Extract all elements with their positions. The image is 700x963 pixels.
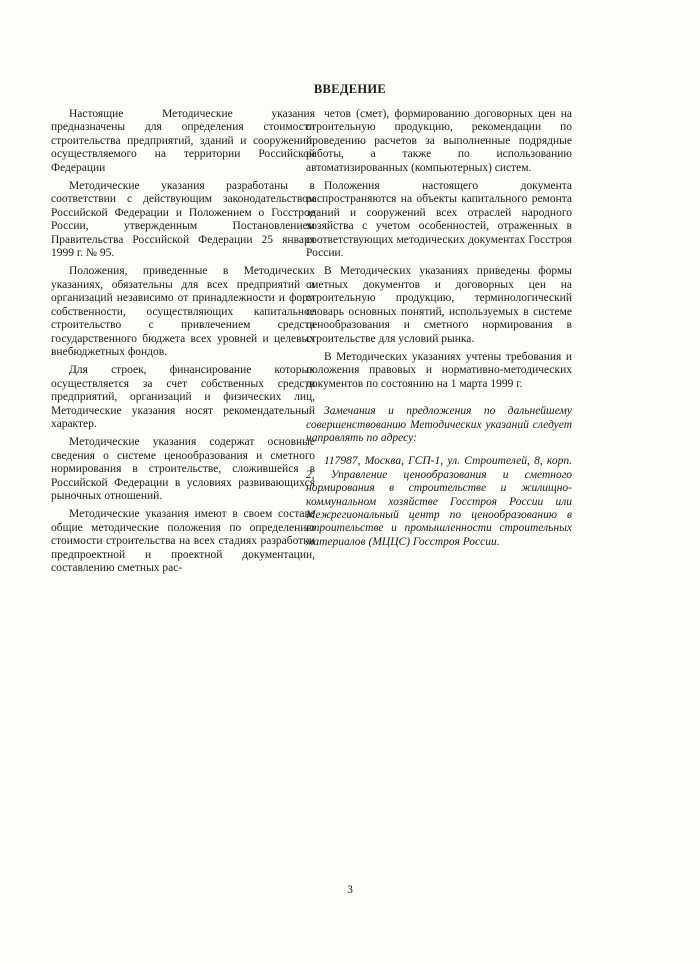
right-column <box>306 108 572 554</box>
paragraph: Настоящие Методические указания предназначены для определения стоимости строительства предприятий, зданий и сооружений, осуществляемого на территории Российской Федерации <box>51 108 315 174</box>
paragraph: Методические указания имеют в своем составе общие методические положения по определению стоимости строительства на всех стадиях разработки предпроектной и проектной документации, составлению сметных рас- <box>51 508 315 574</box>
left-column <box>51 108 315 580</box>
paragraph: четов (смет), формированию договорных цен на строительную продукцию, рекомендации по проведению расчетов за выполненные подрядные работы, а также по использованию автоматизированных (компьютерных) систем. <box>306 108 572 174</box>
page-title: ВВЕДЕНИЕ <box>313 82 387 96</box>
paragraph: Методические указания содержат основные сведения о системе ценообразования и сметного нормирования в строительстве, сложившейся в Российской Федерации в условиях развивающихся рыночных отношений. <box>51 436 315 502</box>
paragraph: В Методических указаниях учтены требования и положения правовых и нормативно-методических документов по состоянию на 1 марта 1999 г. <box>306 350 572 390</box>
paragraph: В Методических указаниях приведены формы сметных документов и договорных цен на строительную продукцию, терминологический словарь основных понятий, используемых в системе ценообразования и сметного нормирования в строительстве для условий рынка. <box>306 265 572 345</box>
paragraph: Методические указания разработаны в соответствии с действующим законодательством Российской Федерации и Положением о Госстрое России, утвержденным Постановлением Правительства Российской Федерации 25 января 1999 г. № 95. <box>51 180 315 260</box>
page-number: 3 <box>347 884 353 896</box>
paragraph: Положения, приведенные в Методических указаниях, обязательны для всех предприятий и организаций независимо от принадлежности и форм собственности, осуществляющих капитальное строительство с привлечением средств государственного бюджета всех уровней и целевых внебюджетных фондов. <box>51 265 315 358</box>
paragraph: Положения настоящего документа распространяются на объекты капитального ремонта зданий и сооружений всех отраслей народного хозяйства с учетом особенностей, отраженных в соответствующих методических документах Госстроя России. <box>306 180 572 260</box>
postal-address: 117987, Москва, ГСП-1, ул. Строителей, 8, корп. 2, Управление ценообразования и сметного нормирования в строительстве и жилищно-коммунальном хозяйстве Госстроя России или Межрегиональный центр по ценообразованию в строительстве и промышленности строительных материалов (МЦЦС) Госстроя России. <box>306 455 572 548</box>
paragraph: Для строек, финансирование которых осуществляется за счет собственных средств предприятий, организаций и физических лиц, Методические указания носят рекомендательный характер. <box>51 364 315 430</box>
feedback-note: Замечания и предложения по дальнейшему совершенствованию Методических указаний следует направлять по адресу: <box>306 405 572 444</box>
